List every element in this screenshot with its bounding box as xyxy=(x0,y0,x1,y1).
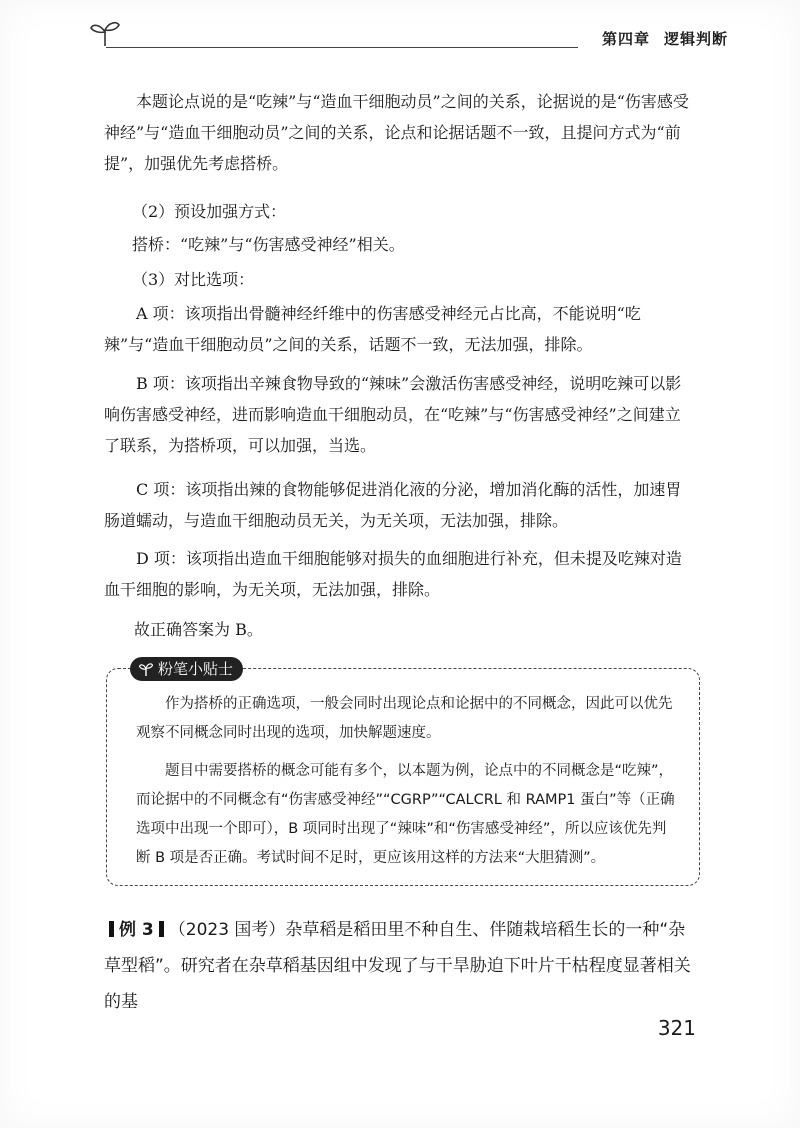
step2-title: （2）预设加强方式： xyxy=(132,202,287,221)
example-text: （2023 国考）杂草稻是稻田里不种自生、伴随栽培稻生长的一种“杂草型稻”。研究者在杂草稻基因组中发现了与干旱胁迫下叶片干枯程度显著相关的基 xyxy=(104,920,691,1012)
sprout-icon xyxy=(88,16,122,50)
tip-title: 粉笔小贴士 xyxy=(158,660,234,678)
step2-text: 搭桥：“吃辣”与“伤害感受神经”相关。 xyxy=(132,235,405,254)
bracket-bar xyxy=(159,921,164,937)
tip-title-badge xyxy=(130,657,243,681)
page-number: 321 xyxy=(657,1016,696,1040)
answer-line: 故正确答案为 B。 xyxy=(134,620,263,639)
header-rule xyxy=(106,47,578,48)
option-b-paragraph: B 项：该项指出辛辣食物导致的“辣味”会激活伤害感受神经，说明吃辣可以影响伤害感受神经，进而影响造血干细胞动员，在“吃辣”与“伤害感受神经”之间建立了联系，为搭桥项，可以加强，当选。 xyxy=(104,374,682,455)
page-header xyxy=(88,14,728,54)
chapter-heading xyxy=(602,28,728,49)
step3-title: （3）对比选项： xyxy=(132,270,255,289)
example-label: 例 3 xyxy=(119,920,154,940)
option-a-paragraph: A 项：该项指出骨髓神经纤维中的伤害感受神经元占比高，不能说明“吃辣”与“造血干细胞动员”之间的关系，话题不一致，无法加强，排除。 xyxy=(104,304,641,354)
chapter-title: 逻辑判断 xyxy=(663,30,728,48)
bracket-bar xyxy=(109,921,114,937)
sprout-icon xyxy=(138,661,154,677)
chapter-number: 第四章 xyxy=(601,30,650,48)
intro-paragraph: 本题论点说的是“吃辣”与“造血干细胞动员”之间的关系，论据说的是“伤害感受神经”与“造血干细胞动员”之间的关系，论点和论据话题不一致，且提问方式为“前提”，加强优先考虑搭桥。 xyxy=(104,92,689,173)
example-paragraph xyxy=(104,912,700,1020)
option-c-paragraph: C 项：该项指出辣的食物能够促进消化液的分泌，增加消化酶的活性，加速胃肠道蠕动，与造血干细胞动员无关，为无关项，无法加强，排除。 xyxy=(104,480,682,530)
tip-paragraph-1: 作为搭桥的正确选项，一般会同时出现论点和论据中的不同概念，因此可以优先观察不同概念同时出现的选项，加快解题速度。 xyxy=(136,696,673,741)
tip-paragraph-2: 题目中需要搭桥的概念可能有多个，以本题为例，论点中的不同概念是“吃辣”，而论据中的不同概念有“伤害感受神经”“CGRP”“CALCRL 和 RAMP1 蛋白”等（正确选项中出现一个即可），B 项同时出现了“辣味”和“伤害感受神经”，所以应该优先判断 B 项是否正确。考试时间不足时，更应该用这样的方法来“大胆猜测”。 xyxy=(136,763,675,866)
option-d-paragraph: D 项：该项指出造血干细胞能够对损失的血细胞进行补充，但未提及吃辣对造血干细胞的影响，为无关项，无法加强，排除。 xyxy=(104,549,682,599)
